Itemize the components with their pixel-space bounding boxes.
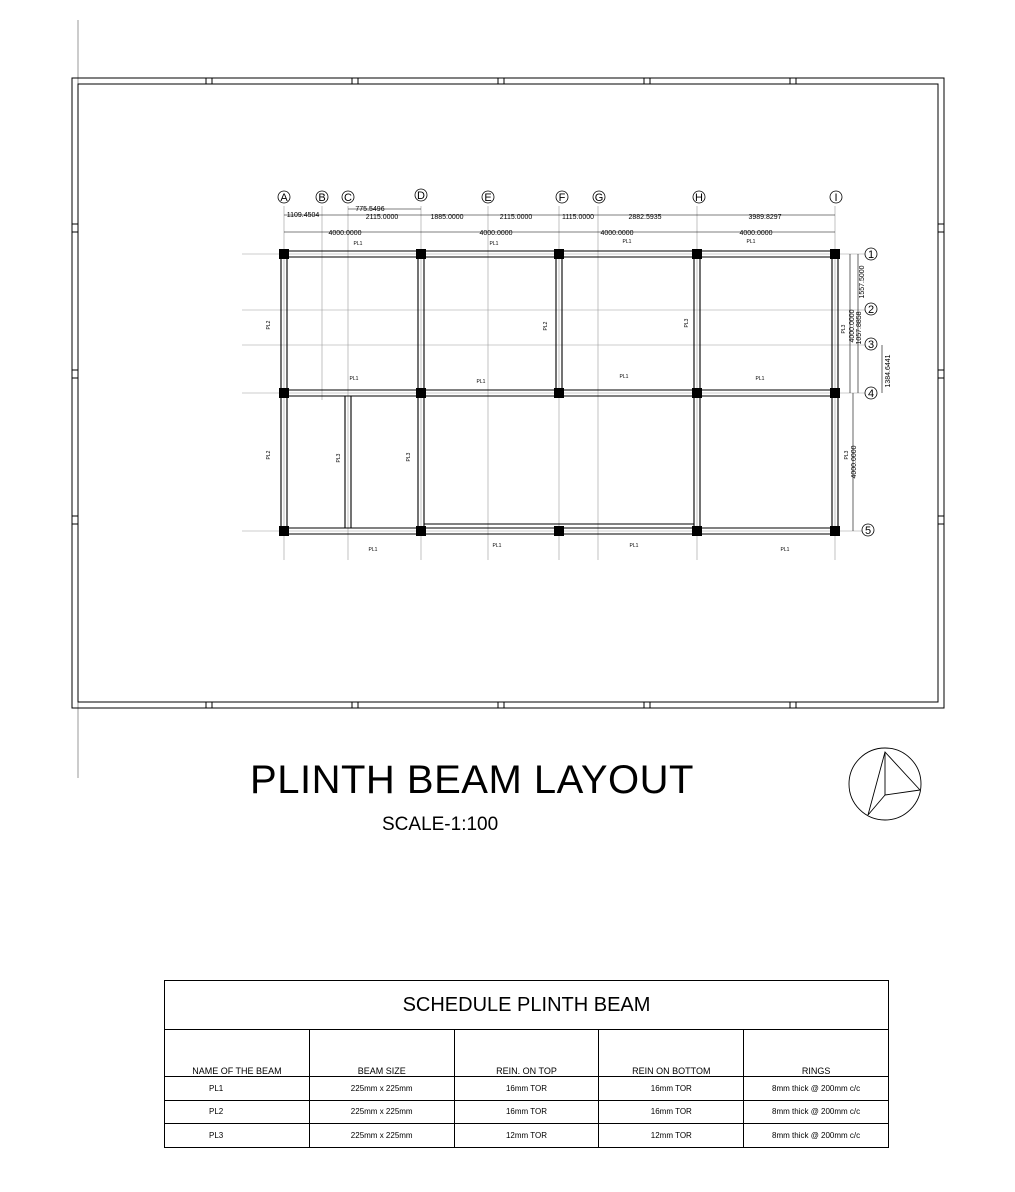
schedule-title: SCHEDULE PLINTH BEAM [165,981,889,1030]
grid-label-D: D [417,190,425,202]
table-row [165,1077,889,1101]
grid-label-H: H [695,192,703,204]
grid-label-3: 3 [867,339,875,351]
beam-label: PL1 [476,379,486,385]
top-dims-1 [287,206,782,221]
dim-h-i: 3989.8297 [748,214,782,221]
beam-label: PL1 [746,239,756,245]
cell-beam-name: PL2 [165,1100,310,1124]
grid-label-4: 4 [867,388,875,400]
dim-c-d: 2115.0000 [365,214,399,221]
drawing-title: PLINTH BEAM LAYOUT [250,758,694,802]
beam-label: PL1 [619,374,629,380]
cell-rings: 8mm thick @ 200mm c/c [744,1100,889,1124]
grid-label-5: 5 [864,525,872,537]
beam-label: PL1 [629,543,639,549]
cell-rings: 8mm thick @ 200mm c/c [744,1124,889,1148]
columns [279,249,840,536]
header-rein-top: REIN. ON TOP [454,1030,599,1077]
beam-label: PL2 [266,450,272,460]
beam-label: PL1 [353,241,363,247]
top-dims-2 [328,230,772,237]
dim-bay-2: 4000.0000 [479,230,513,237]
beam-label: PL1 [780,547,790,553]
grid-label-F: F [558,192,566,204]
dim-g-h: 2882.5935 [628,214,662,221]
cell-rein-bottom: 16mm TOR [599,1077,744,1101]
beam-label: PL1 [492,543,502,549]
header-rings: RINGS [744,1030,889,1077]
beam-label: PL3 [841,324,847,334]
dim-bay-4: 4000.0000 [739,230,773,237]
dim-d-e: 1885.0000 [430,214,464,221]
beam-label: PL2 [266,320,272,330]
beam-label: PL3 [684,318,690,328]
dim-row-4-5: 4000.0000 [851,445,858,479]
dim-f-g: 1115.0000 [561,214,595,221]
cell-rein-bottom: 12mm TOR [599,1124,744,1148]
cell-beam-size: 225mm x 225mm [309,1124,454,1148]
beam-label: PL1 [489,241,499,247]
cell-beam-name: PL3 [165,1124,310,1148]
cell-rein-top: 16mm TOR [454,1077,599,1101]
grid-label-E: E [484,192,492,204]
cell-beam-size: 225mm x 225mm [309,1077,454,1101]
cell-beam-size: 225mm x 225mm [309,1100,454,1124]
cell-beam-name: PL1 [165,1077,310,1101]
cell-rings: 8mm thick @ 200mm c/c [744,1077,889,1101]
beam-schedule-table [164,980,889,1148]
dim-bay-3: 4000.0000 [600,230,634,237]
cell-rein-top: 12mm TOR [454,1124,599,1148]
cell-rein-bottom: 16mm TOR [599,1100,744,1124]
beam-label: PL1 [349,376,359,382]
right-dims [849,265,892,478]
beam-label: PL3 [844,450,850,460]
dim-a-b: 1109.4504 [286,212,320,219]
beam-label: PL1 [622,239,632,245]
drawing-scale: SCALE-1:100 [382,814,499,835]
cell-rein-top: 16mm TOR [454,1100,599,1124]
header-beam-name: NAME OF THE BEAM [165,1030,310,1077]
beam-label: PL1 [368,547,378,553]
beam-label: PL2 [543,321,549,331]
grid-label-C: C [344,192,352,204]
grid-label-G: G [594,192,604,204]
grid-label-A: A [280,192,288,204]
dim-bay-1: 4000.0000 [328,230,362,237]
header-beam-size: BEAM SIZE [309,1030,454,1077]
beam-label: PL3 [406,452,412,462]
header-rein-bottom: REIN ON BOTTOM [599,1030,744,1077]
dim-e-f: 2115.0000 [499,214,533,221]
grid-label-2: 2 [867,304,875,316]
beam-label: PL3 [336,453,342,463]
table-row [165,1124,889,1148]
grid-label-I: I [834,192,838,204]
grid-labels-top [280,190,837,204]
grid-label-B: B [318,192,326,204]
beam-label: PL1 [755,376,765,382]
dim-b-c: 775.5496 [355,206,385,213]
dim-row-1-4: 4000.0000 [849,309,856,343]
dim-row-3-4: 1384.6441 [885,354,892,388]
dim-row-1-2: 1557.5000 [859,265,866,299]
dim-row-2-3: 1057.8858 [856,311,863,345]
grid-lines [242,206,866,560]
grid-label-1: 1 [867,249,875,261]
table-row [165,1100,889,1124]
schedule-header-row [165,1030,889,1077]
